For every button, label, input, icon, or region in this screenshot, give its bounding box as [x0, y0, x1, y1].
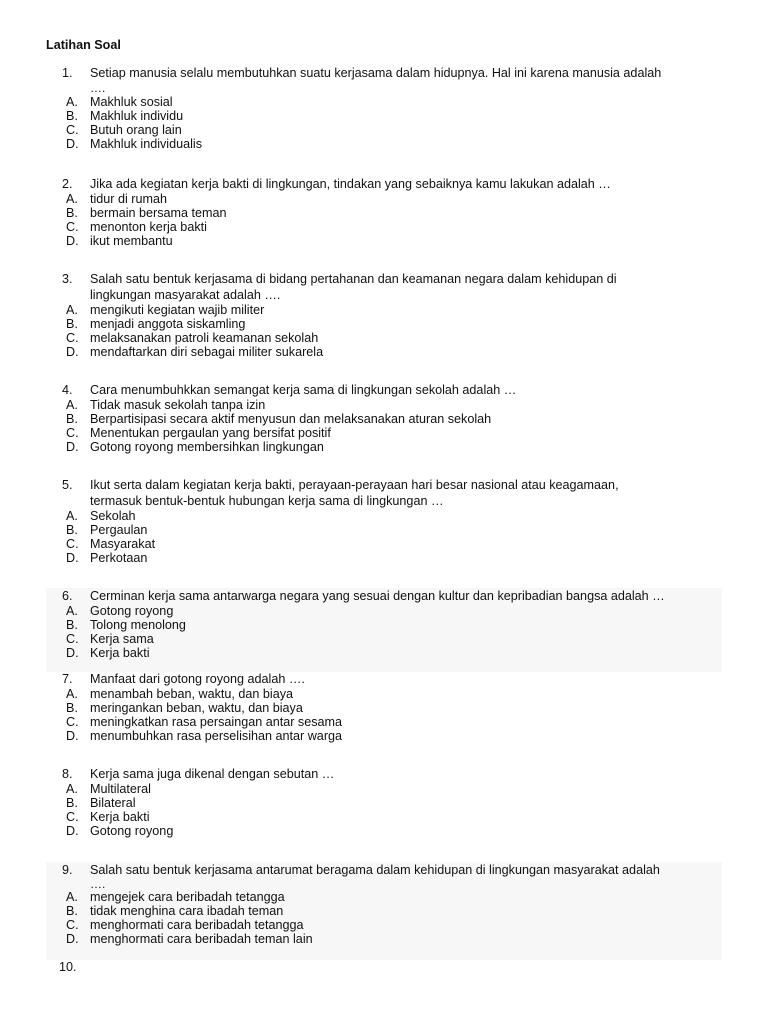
question-number: 9.	[62, 863, 73, 877]
question-stem	[46, 766, 722, 782]
option-text: Tidak masuk sekolah tanpa izin	[90, 398, 266, 412]
option-b	[46, 317, 722, 331]
option-letter: A.	[66, 687, 78, 701]
option-letter: B.	[66, 701, 78, 715]
option-text: bermain bersama teman	[90, 206, 227, 220]
option-text: melaksanakan patroli keamanan sekolah	[90, 331, 319, 345]
question-6	[46, 588, 722, 672]
option-letter: A.	[66, 95, 78, 109]
option-b	[46, 904, 722, 918]
option-letter: D.	[66, 824, 79, 838]
option-letter: A.	[66, 782, 78, 796]
option-a	[46, 509, 722, 523]
option-text: meringankan beban, waktu, dan biaya	[90, 701, 303, 715]
option-letter: C.	[66, 426, 79, 440]
question-text-continued: lingkungan masyarakat adalah ….	[90, 288, 281, 302]
option-text: Makhluk individualis	[90, 137, 202, 151]
option-text: Perkotaan	[90, 551, 148, 565]
option-d	[46, 729, 722, 743]
option-text: Menentukan pergaulan yang bersifat positif	[90, 426, 331, 440]
option-c	[46, 220, 722, 234]
question-number: 4.	[62, 383, 73, 397]
option-letter: A.	[66, 509, 78, 523]
option-text: Tolong menolong	[90, 618, 186, 632]
option-text: Berpartisipasi secara aktif menyusun dan melaksanakan aturan sekolah	[90, 412, 492, 426]
question-stem	[46, 862, 722, 878]
option-text: Kerja bakti	[90, 810, 150, 824]
option-text: menghormati cara beribadah teman lain	[90, 932, 313, 946]
option-c	[46, 810, 722, 824]
option-text: mendaftarkan diri sebagai militer sukarela	[90, 345, 324, 359]
question-number: 2.	[62, 177, 73, 191]
question-number: 3.	[62, 272, 73, 286]
option-letter: C.	[66, 918, 79, 932]
option-text: Bilateral	[90, 796, 136, 810]
question-stem	[46, 477, 722, 493]
question-text: Kerja sama juga dikenal dengan sebutan …	[90, 767, 335, 781]
option-text: Kerja bakti	[90, 646, 150, 660]
question-stem	[46, 176, 722, 192]
option-a	[46, 782, 722, 796]
option-text: Kerja sama	[90, 632, 154, 646]
question-text-continued: ….	[90, 81, 106, 95]
question-text-continued: termasuk bentuk-bentuk hubungan kerja sama di lingkungan …	[90, 494, 444, 508]
question-stem	[46, 671, 722, 687]
option-text: Gotong royong	[90, 604, 174, 618]
option-letter: C.	[66, 220, 79, 234]
option-d	[46, 932, 722, 946]
option-text: menjadi anggota siskamling	[90, 317, 246, 331]
option-b	[46, 206, 722, 220]
option-b	[46, 523, 722, 537]
option-a	[46, 95, 722, 109]
option-c	[46, 123, 722, 137]
question-number: 6.	[62, 589, 73, 603]
option-d	[46, 440, 722, 454]
option-c	[46, 331, 722, 345]
option-c	[46, 632, 722, 646]
option-letter: B.	[66, 618, 78, 632]
question-text: Manfaat dari gotong royong adalah ….	[90, 672, 305, 686]
question-1	[46, 65, 722, 151]
option-a	[46, 687, 722, 701]
option-letter: D.	[66, 646, 79, 660]
option-text: tidur di rumah	[90, 192, 167, 206]
option-text: Gotong royong	[90, 824, 174, 838]
option-c	[46, 426, 722, 440]
question-stem	[46, 65, 722, 81]
question-text: Salah satu bentuk kerjasama antarumat beragama dalam kehidupan di lingkungan masyarakat adalah	[90, 863, 660, 877]
question-8	[46, 766, 722, 838]
option-letter: A.	[66, 890, 78, 904]
question-text: Cara menumbuhkkan semangat kerja sama di lingkungan sekolah adalah …	[90, 383, 517, 397]
option-d	[46, 137, 722, 151]
option-c	[46, 918, 722, 932]
option-text: Butuh orang lain	[90, 123, 182, 137]
option-letter: B.	[66, 523, 78, 537]
question-2	[46, 176, 722, 248]
option-text: menonton kerja bakti	[90, 220, 207, 234]
option-a	[46, 398, 722, 412]
question-5	[46, 477, 722, 565]
option-letter: C.	[66, 123, 79, 137]
option-letter: B.	[66, 206, 78, 220]
question-text-continued: ….	[90, 877, 106, 891]
option-d	[46, 234, 722, 248]
worksheet-title: Latihan Soal	[46, 38, 121, 52]
option-letter: B.	[66, 412, 78, 426]
option-text: Masyarakat	[90, 537, 156, 551]
option-text: meningkatkan rasa persaingan antar sesama	[90, 715, 343, 729]
option-a	[46, 604, 722, 618]
option-letter: C.	[66, 331, 79, 345]
option-text: Makhluk sosial	[90, 95, 173, 109]
option-letter: D.	[66, 551, 79, 565]
option-text: tidak menghina cara ibadah teman	[90, 904, 284, 918]
option-letter: B.	[66, 109, 78, 123]
question-stem	[46, 271, 722, 287]
option-text: ikut membantu	[90, 234, 173, 248]
option-b	[46, 701, 722, 715]
question-text: Jika ada kegiatan kerja bakti di lingkungan, tindakan yang sebaiknya kamu lakukan adalah …	[90, 177, 611, 191]
option-letter: C.	[66, 537, 79, 551]
option-letter: A.	[66, 398, 78, 412]
option-text: mengejek cara beribadah tetangga	[90, 890, 285, 904]
question-3	[46, 271, 722, 359]
option-letter: D.	[66, 234, 79, 248]
question-number: 8.	[62, 767, 73, 781]
option-letter: B.	[66, 904, 78, 918]
option-c	[46, 537, 722, 551]
option-text: Sekolah	[90, 509, 136, 523]
question-7	[46, 671, 722, 743]
question-number: 10.	[59, 960, 77, 974]
option-b	[46, 796, 722, 810]
option-letter: D.	[66, 932, 79, 946]
option-a	[46, 303, 722, 317]
option-d	[46, 646, 722, 660]
option-letter: B.	[66, 796, 78, 810]
option-a	[46, 890, 722, 904]
option-d	[46, 345, 722, 359]
option-letter: D.	[66, 729, 79, 743]
option-d	[46, 551, 722, 565]
option-d	[46, 824, 722, 838]
option-letter: C.	[66, 632, 79, 646]
option-a	[46, 192, 722, 206]
option-letter: D.	[66, 440, 79, 454]
option-b	[46, 412, 722, 426]
question-9	[46, 862, 722, 960]
question-number: 7.	[62, 672, 73, 686]
question-4	[46, 382, 722, 454]
question-text: Cerminan kerja sama antarwarga negara yang sesuai dengan kultur dan kepribadian bangsa adalah …	[90, 589, 665, 603]
option-text: Makhluk individu	[90, 109, 184, 123]
option-b	[46, 618, 722, 632]
option-text: menambah beban, waktu, dan biaya	[90, 687, 294, 701]
option-text: Multilateral	[90, 782, 151, 796]
option-letter: D.	[66, 345, 79, 359]
question-text: Setiap manusia selalu membutuhkan suatu kerjasama dalam hidupnya. Hal ini karena manusia adalah	[90, 66, 662, 80]
option-letter: C.	[66, 810, 79, 824]
option-letter: A.	[66, 604, 78, 618]
question-number: 5.	[62, 478, 73, 492]
question-stem	[46, 382, 722, 398]
option-text: menumbuhkan rasa perselisihan antar warga	[90, 729, 343, 743]
option-letter: A.	[66, 192, 78, 206]
option-text: menghormati cara beribadah tetangga	[90, 918, 304, 932]
option-c	[46, 715, 722, 729]
option-text: mengikuti kegiatan wajib militer	[90, 303, 265, 317]
option-text: Pergaulan	[90, 523, 148, 537]
option-letter: C.	[66, 715, 79, 729]
option-text: Gotong royong membersihkan lingkungan	[90, 440, 324, 454]
question-text: Ikut serta dalam kegiatan kerja bakti, perayaan-perayaan hari besar nasional atau keagamaan,	[90, 478, 619, 492]
question-text: Salah satu bentuk kerjasama di bidang pertahanan dan keamanan negara dalam kehidupan di	[90, 272, 617, 286]
option-letter: D.	[66, 137, 79, 151]
question-number: 1.	[62, 66, 73, 80]
option-letter: B.	[66, 317, 78, 331]
question-stem	[46, 588, 722, 604]
option-b	[46, 109, 722, 123]
option-letter: A.	[66, 303, 78, 317]
